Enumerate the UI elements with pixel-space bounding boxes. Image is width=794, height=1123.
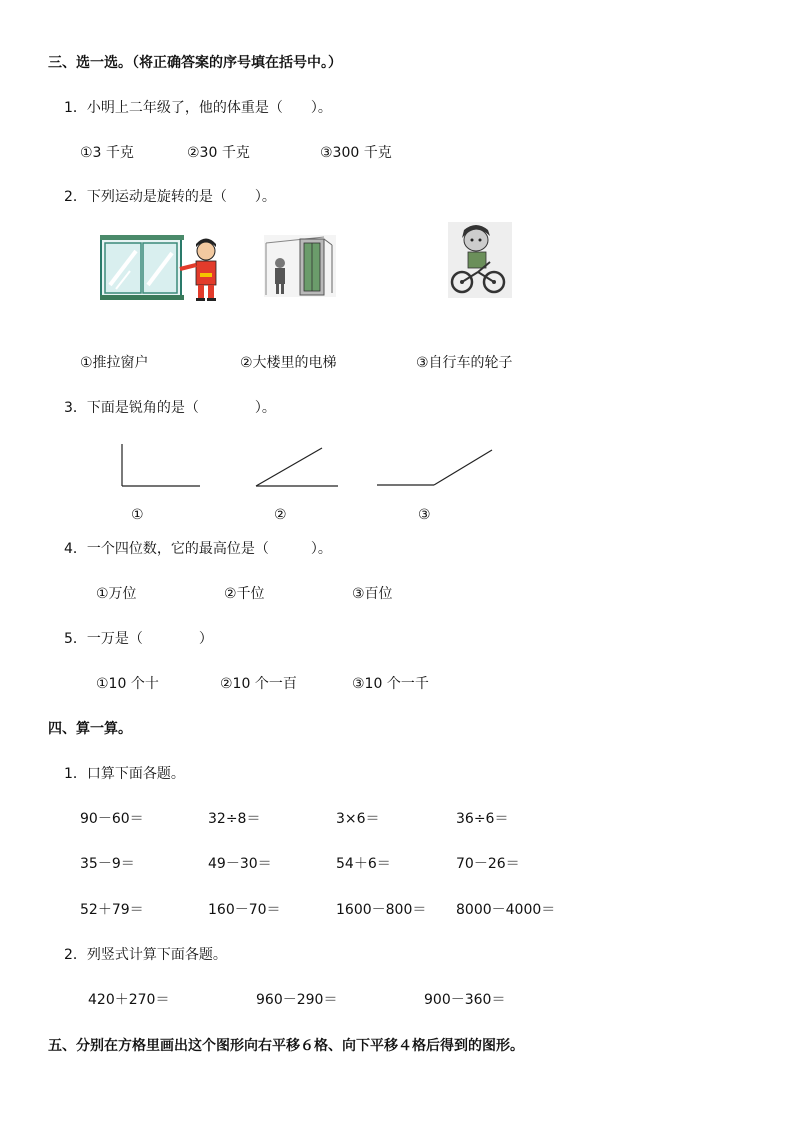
- oral-calc-item: 160－70＝: [208, 902, 281, 918]
- section5-heading: 五、分别在方格里画出这个图形向右平移６格、向下平移４格后得到的图形。: [48, 1038, 524, 1054]
- oral-calc-item: 54＋6＝: [336, 856, 391, 872]
- angle-1-right-angle: [122, 444, 200, 486]
- oral-calc-item: 49－30＝: [208, 856, 272, 872]
- q2-option-3: ③自行车的轮子: [416, 355, 513, 371]
- oral-calc-item: 70－26＝: [456, 856, 520, 872]
- sliding-window-picture: [100, 235, 225, 303]
- q1-option-2: ②30 千克: [187, 145, 250, 161]
- q3-option-3: ③: [418, 507, 431, 523]
- oral-calc-item: 36÷6＝: [456, 811, 509, 827]
- elevator-picture: [264, 235, 336, 297]
- bicycle-picture: [448, 222, 512, 298]
- q2-option-1: ①推拉窗户: [80, 355, 149, 371]
- angle-figures: [100, 440, 520, 492]
- oral-calc-item: 3×6＝: [336, 811, 380, 827]
- vertical-calc-item: 420＋270＝: [88, 992, 170, 1008]
- oral-calc-item: 35－9＝: [80, 856, 135, 872]
- oral-calc-item: 8000－4000＝: [456, 902, 556, 918]
- q1-option-3: ③300 千克: [320, 145, 392, 161]
- q4-option-1: ①万位: [96, 586, 137, 602]
- oral-calc-item: 32÷8＝: [208, 811, 261, 827]
- question-5-text: 5．一万是（ ）: [64, 631, 213, 647]
- vertical-calc-item: 960－290＝: [256, 992, 338, 1008]
- q4-option-3: ③百位: [352, 586, 393, 602]
- q3-option-2: ②: [274, 507, 287, 523]
- section3-heading: 三、选一选。（将正确答案的序号填在括号中。）: [48, 55, 342, 71]
- q5-option-1: ①10 个十: [96, 676, 159, 692]
- oral-calc-item: 1600－800＝: [336, 902, 427, 918]
- q5-option-3: ③10 个一千: [352, 676, 429, 692]
- question-3-text: 3．下面是锐角的是（ ）。: [64, 400, 276, 416]
- section4-heading: 四、算一算。: [48, 721, 132, 737]
- q3-option-1: ①: [131, 507, 144, 523]
- question-4-text: 4．一个四位数，它的最高位是（ ）。: [64, 541, 332, 557]
- oral-calc-item: 52＋79＝: [80, 902, 144, 918]
- q4-option-2: ②千位: [224, 586, 265, 602]
- oral-calc-item: 90－60＝: [80, 811, 144, 827]
- q5-option-2: ②10 个一百: [220, 676, 297, 692]
- angle-2-acute-angle: [256, 448, 338, 486]
- q1-option-1: ①3 千克: [80, 145, 134, 161]
- angle-3-obtuse-angle: [377, 450, 492, 485]
- question-1-text: 1．小明上二年级了，他的体重是（ ）。: [64, 100, 332, 116]
- question-2-text: 2．下列运动是旋转的是（ ）。: [64, 189, 276, 205]
- q2-option-2: ②大楼里的电梯: [240, 355, 337, 371]
- calc-question-2-text: 2．列竖式计算下面各题。: [64, 947, 227, 963]
- vertical-calc-item: 900－360＝: [424, 992, 506, 1008]
- calc-question-1-text: 1．口算下面各题。: [64, 766, 185, 782]
